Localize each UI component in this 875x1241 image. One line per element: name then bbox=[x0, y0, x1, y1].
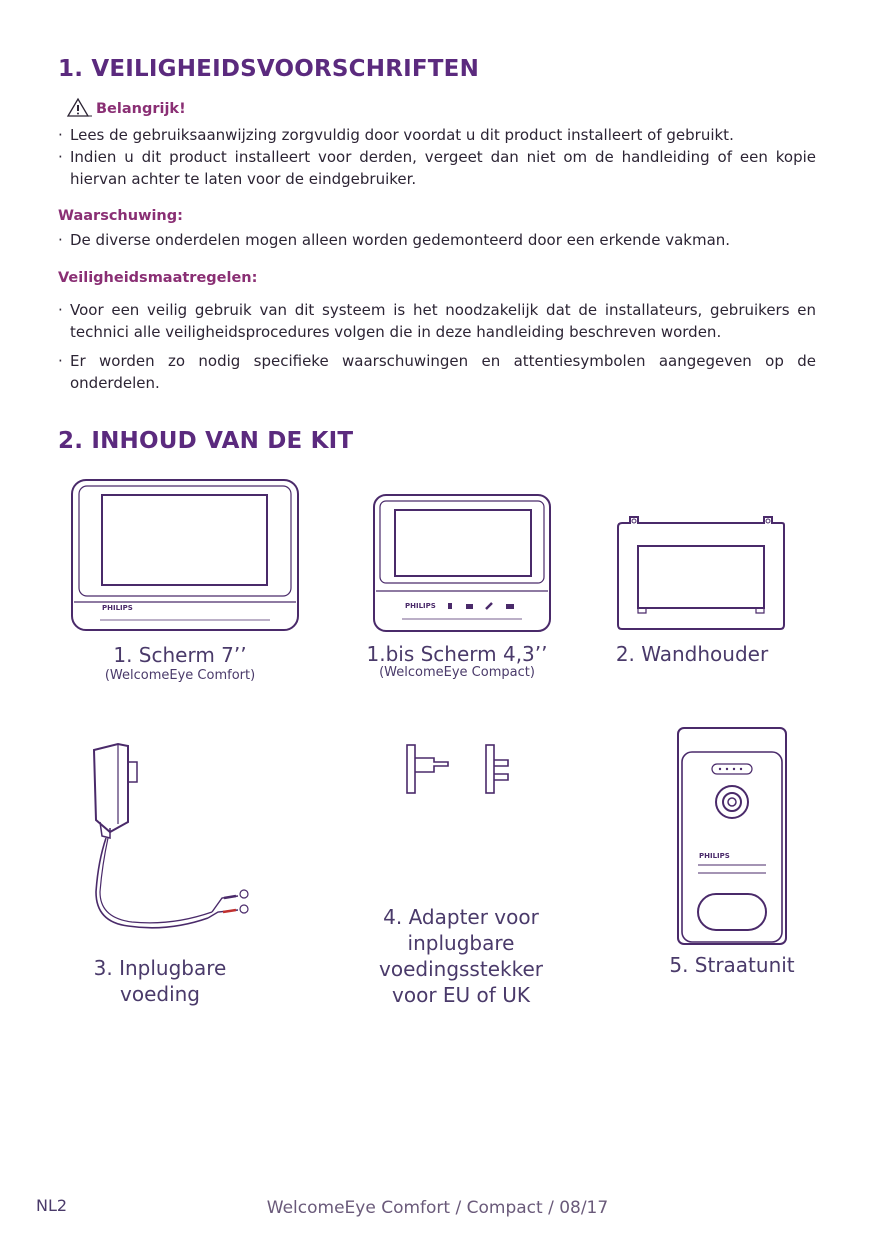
footer-title: WelcomeEye Comfort / Compact / 08/17 bbox=[266, 1198, 609, 1218]
item-1bis-caption: 1.bis Scherm 4,3’’ bbox=[366, 642, 548, 666]
page-number: NL2 bbox=[36, 1196, 68, 1215]
item-4-caption: 4. Adapter voor inplugbare voedingsstekker voor EU of UK bbox=[379, 905, 543, 1007]
section-1-title: 1. VEILIGHEIDSVOORSCHRIFTEN bbox=[58, 56, 480, 82]
brand-logo: PHILIPS bbox=[405, 602, 436, 610]
list-item: · Er worden zo nodig specifieke waarschuwingen en attentiesymbolen aangegeven op de onderdelen. bbox=[58, 352, 816, 392]
list-item: · De diverse onderdelen mogen alleen worden gedemonteerd door een erkende vakman. bbox=[58, 231, 731, 249]
item-1-subcaption: (WelcomeEye Comfort) bbox=[104, 668, 256, 683]
plug-adapter-illustration bbox=[404, 742, 516, 796]
outdoor-unit-illustration bbox=[676, 726, 788, 948]
item-2-caption: 2. Wandhouder bbox=[615, 642, 769, 666]
item-5-caption: 5. Straatunit bbox=[669, 953, 795, 977]
list-item: · Indien u dit product installeert voor derden, vergeet dan niet om de handleiding of een kopie hiervan achter te laten voor de eindgebruiker. bbox=[58, 148, 816, 188]
wall-bracket-illustration bbox=[616, 513, 788, 633]
item-3-caption: 3. Inplugbare voeding bbox=[93, 956, 227, 1006]
brand-logo: PHILIPS bbox=[699, 852, 730, 860]
list-item: · Lees de gebruiksaanwijzing zorgvuldig door voordat u dit product installeert of gebruikt. bbox=[58, 126, 734, 144]
section-2-title: 2. INHOUD VAN DE KIT bbox=[58, 428, 354, 454]
list-item: · Voor een veilig gebruik van dit systeem is het noodzakelijk dat de installateurs, gebruikers en technici alle veiligheidsprocedures volgen die in deze handleiding beschreven worden. bbox=[58, 301, 816, 341]
measures-label: Veiligheidsmaatregelen: bbox=[58, 270, 258, 286]
power-supply-illustration bbox=[88, 742, 258, 938]
important-label: Belangrijk! bbox=[96, 101, 186, 117]
monitor-4-3-illustration bbox=[372, 493, 552, 633]
brand-logo: PHILIPS bbox=[102, 604, 133, 612]
warning-label: Waarschuwing: bbox=[58, 208, 183, 224]
item-1bis-subcaption: (WelcomeEye Compact) bbox=[379, 665, 535, 680]
warning-triangle-icon bbox=[66, 96, 92, 118]
item-1-caption: 1. Scherm 7’’ bbox=[113, 643, 247, 667]
